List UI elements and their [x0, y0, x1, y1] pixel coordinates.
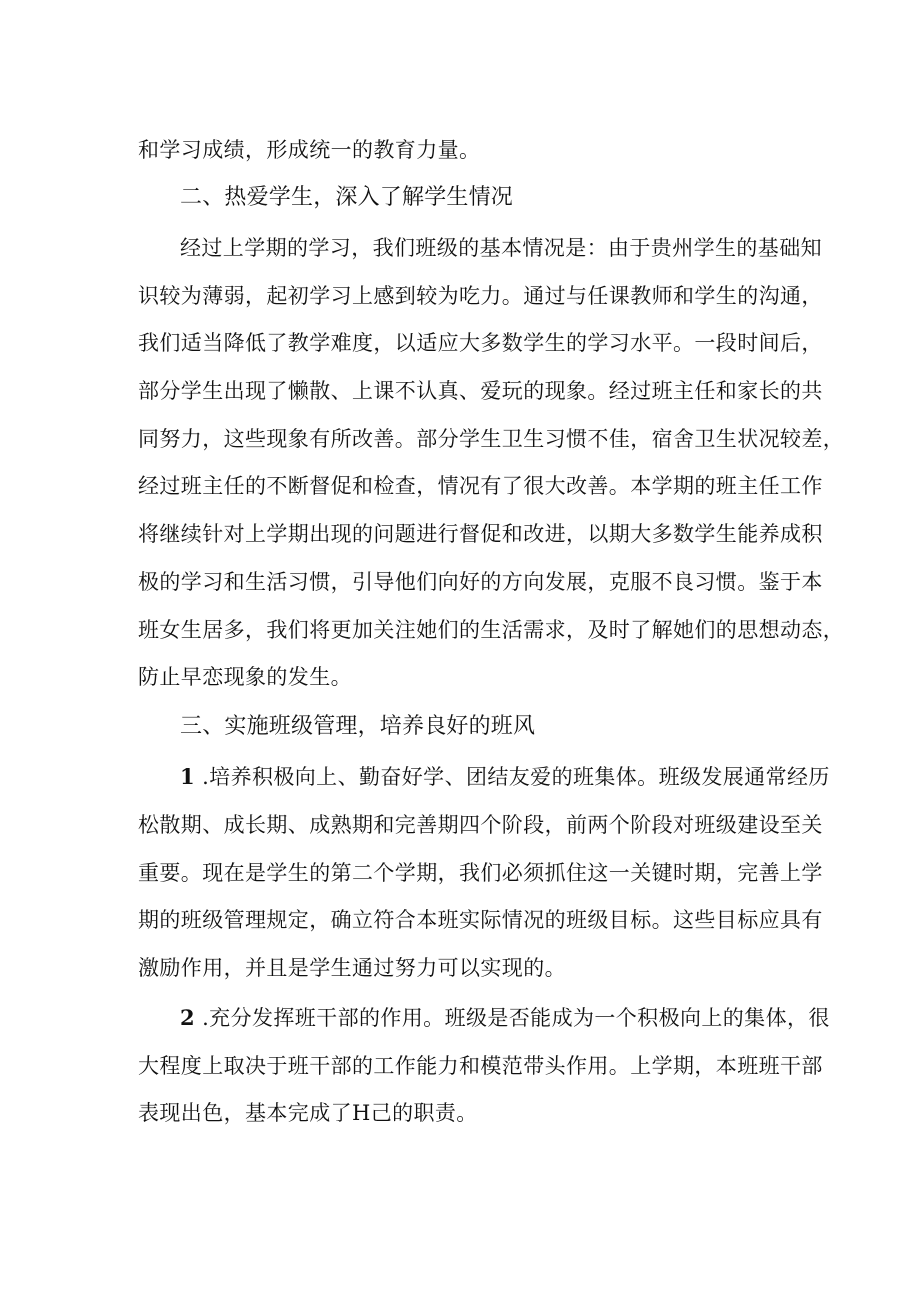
item-2-line: 表现出色，基本完成了H己的职责。 [138, 1101, 478, 1125]
section-2-heading: 二、热爱学生，深入了解学生情况 [180, 185, 514, 210]
section-2-line: 我们适当降低了教学难度，以适应大多数学生的学习水平。一段时间后， [138, 331, 823, 355]
section-2-line: 经过班主任的不断督促和检查，情况有了很大改善。本学期的班主任工作 [138, 474, 823, 498]
item-2-first-line [180, 1004, 830, 1032]
section-2-line: 将继续针对上学期出现的问题进行督促和改进，以期大多数学生能养成积 [138, 522, 823, 546]
item-1-first-line [180, 763, 830, 791]
item-1-line: 重要。现在是学生的第二个学期，我们必须抓住这一关键时期，完善上学 [138, 861, 823, 885]
section-2-line: 识较为薄弱，起初学习上感到较为吃力。通过与任课教师和学生的沟通， [138, 284, 823, 308]
item-2-text: .充分发挥班干部的作用。班级是否能成为一个积极向上的集体，很 [202, 1006, 830, 1030]
item-1-number: 1 [180, 764, 196, 789]
section-2-line: 同努力，这些现象有所改善。部分学生卫生习惯不佳，宿舍卫生状况较差， [138, 427, 845, 451]
item-2-line: 大程度上取决于班干部的工作能力和模范带头作用。上学期，本班班干部 [138, 1054, 823, 1078]
item-1-line: 激励作用，并且是学生通过努力可以实现的。 [138, 956, 566, 980]
section-2-line: 防止早恋现象的发生。 [138, 665, 352, 689]
section-2-line: 部分学生出现了懒散、上课不认真、爱玩的现象。经过班主任和家长的共 [138, 379, 823, 403]
section-2-line: 经过上学期的学习，我们班级的基本情况是：由于贵州学生的基础知 [180, 236, 822, 260]
item-1-line: 期的班级管理规定，确立符合本班实际情况的班级目标。这些目标应具有 [138, 908, 823, 932]
item-1-text: .培养积极向上、勤奋好学、团结友爱的班集体。班级发展通常经历 [202, 765, 830, 789]
paragraph-intro-tail: 和学习成绩，形成统一的教育力量。 [138, 138, 481, 162]
item-1-line: 松散期、成长期、成熟期和完善期四个阶段，前两个阶段对班级建设至关 [138, 813, 823, 837]
section-2-line: 班女生居多，我们将更加关注她们的生活需求，及时了解她们的思想动态， [138, 618, 845, 642]
section-3-heading: 三、实施班级管理，培养良好的班风 [180, 714, 536, 739]
section-2-line: 极的学习和生活习惯，引导他们向好的方向发展，克服不良习惯。鉴于本 [138, 570, 823, 594]
item-2-number: 2 [180, 1005, 196, 1030]
